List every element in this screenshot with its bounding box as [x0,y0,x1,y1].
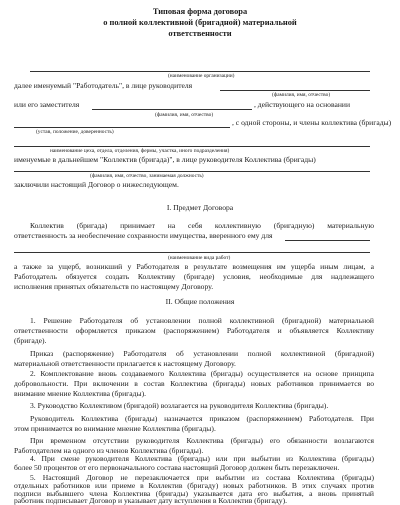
brigade-head-blank-line [14,171,370,172]
general-provision-2-line-2: добровольности. При включении в состав Коллектива (бригады) новых работников принимается во [14,379,374,388]
section-1-paragraph-2-line-1: а также за ущерб, возникший у Работодателя в результате возмещения им ущерба иным лицам, а [14,262,374,271]
general-provision-4-line-1: 4. При смене руководителя Коллектива (бригады) или при выбытии из Коллектива (бригады) [30,454,374,463]
work-type-blank-line-1 [285,240,370,241]
general-provision-1b-line-1: Приказ (распоряжение) Работодателя об установлении полной коллективной (бригадной) [30,349,374,358]
section-1-heading: I. Предмет Договора [166,203,234,212]
general-provision-5-line-3: подписи выбывшего члена Коллектива (бригады) указывается дата его выбытия, а вновь принятый [14,488,374,498]
work-type-caption: (наименование вида работ) [168,255,231,261]
work-type-blank-line-2 [14,252,370,253]
general-provision-4-line-2: более 50 процентов от его первоначального состава настоящий Договор должен быть перезаключен. [14,463,340,472]
general-provision-3c-line-1: При временном отсутствии руководителя Коллектива (бригады) его обязанности возлагаются [30,436,374,445]
section-2-heading: II. Общие положения [165,297,235,306]
employer-intro-text: далее именуемый "Работодатель", в лице руководителя [14,81,193,90]
organization-blank-line [30,71,370,72]
general-provision-3b-line-2: этом принимается во внимание мнение Коллектива (бригады). [14,424,216,433]
general-provision-3-line-1: 3. Руководство Коллективом (бригадой) возлагается на руководителя Коллектива (бригады). [30,401,329,410]
organization-caption: (наименование организации) [168,73,235,79]
head-name-caption: (фамилия, имя, отчество) [272,92,331,98]
department-caption: наименование цеха, отдела, отделения, фермы, участка, иного подразделения) [50,148,230,154]
head-name-blank-line [220,90,370,91]
document-title-line-1: Типовая форма договора [152,7,248,16]
deputy-text: или его заместителя [14,100,80,109]
general-provision-5-line-1: 5. Настоящий Договор не перезаключается при выбытии из состава Коллектива (бригады) [30,472,374,482]
general-provision-3b-line-1: Руководитель Коллектива (бригады) назначается приказом (распоряжением) Работодателя. При [30,414,374,423]
general-provision-2-line-3: внимание мнение Коллектива (бригады). [14,389,147,398]
general-provision-1b-line-2: материальной ответственности прилагается к настоящему Договору. [14,359,236,368]
agreement-concluded-text: заключили настоящий Договор о нижеследующем. [14,180,179,189]
general-provision-1-line-3: (бригаде). [14,336,47,345]
section-1-paragraph-2-line-3: исполнения принятых обязательств по настоящему Договору. [14,282,214,291]
general-provision-3c-line-2: Работодателем на одного из членов Коллектива (бригады). [14,446,204,455]
document-title-line-3: ответственности [168,29,232,38]
section-1-paragraph-1-line-2: ответственность за необеспечение сохранности имущества, вверенного ему для [14,231,273,240]
collective-intro-text: именуемые в дальнейшем "Коллектив (бригада)", в лице руководителя Коллектива (бригады) [14,155,316,164]
one-party-text: , с одной стороны, и члены коллектива (бригады) [232,118,392,127]
general-provision-5-line-2: отдельных работников или приеме в Коллектив (бригаду) новых работников. В этих случаях против [14,480,374,490]
section-1-paragraph-1-line-1: Коллектив (бригада) принимает на себя коллективную (бригадную) материальную [30,221,374,230]
basis-caption: (устав, положение, доверенность) [36,129,114,135]
deputy-name-caption: (фамилия, имя, отчество) [155,112,214,118]
acting-basis-text: , действующего на основании [254,100,351,109]
general-provision-5-line-4: работник подписывает Договор и указывает дату вступления в Коллектив (бригаду). [14,496,288,505]
general-provision-2-line-1: 2. Комплектование вновь создаваемого Коллектива (бригады) осуществляется на основе принципа [30,369,374,378]
general-provision-1-line-2: ответственности оформляется приказом (распоряжением) Работодателя и объявляется Коллективу [14,326,374,335]
general-provision-1-line-1: 1. Решение Работодателя об установлении полной коллективной (бригадной) материальной [30,316,374,325]
department-blank-line [14,146,370,147]
basis-blank-line [14,127,230,128]
deputy-name-blank-line [92,109,252,110]
document-title-line-2: о полной коллективной (бригадной) материальной [103,18,297,27]
brigade-head-caption: (фамилия, имя, отчество, занимаемая должность) [90,173,204,179]
section-1-paragraph-2-line-2: Работодатель обязуется создать Коллективу (бригаде) условия, необходимые для надлежащего [14,272,374,281]
